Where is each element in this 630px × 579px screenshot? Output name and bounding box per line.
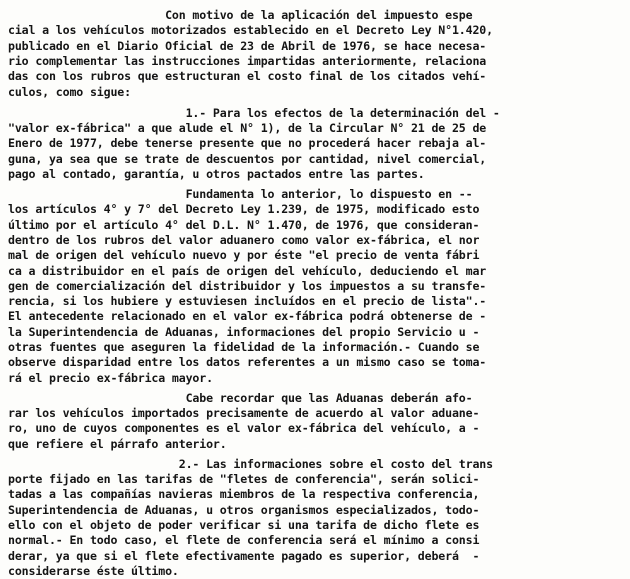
point-2-line-3: tadas a las compañías navieras miembros de la respectiva conferencia, [8, 487, 480, 502]
fundamenta-line-4: dentro de los rubros del valor aduanero como valor ex-fábrica, el nor [8, 232, 480, 247]
cabe-recordar-line-2: rar los vehículos importados precisamente de acuerdo al valor aduane- [8, 406, 480, 421]
cabe-recordar-line-3: ro, uno de cuyos componentes es el valor ex-fábrica del vehículo, a - [8, 421, 480, 436]
point-1-line-5: pago al contado, garantía, u otros pactados entre las partes. [8, 166, 425, 181]
point-2-line-5: ello con el objeto de poder verificar si una tarifa de dicho flete es [8, 518, 480, 533]
point-2-line-4: Superintendencia de Aduanas, u otros organismos especializados, todo- [8, 502, 480, 517]
point-1-line-1: 1.- Para los efectos de la determinación del - [8, 105, 500, 120]
point-1-line-2: "valor ex-fábrica" a que alude el N° 1), de la Circular N° 21 de 25 de [8, 120, 487, 135]
intro-line-6: culos, como sigue: [8, 84, 131, 99]
point-1-line-3: Enero de 1977, debe tenerse presente que no procederá hacer rebaja al- [8, 136, 487, 151]
point-2-line-8: considerarse éste último. [8, 564, 179, 578]
fundamenta-line-2: los artículos 4° y 7° del Decreto Ley 1.239, de 1975, modificado esto [8, 202, 480, 217]
cabe-recordar-line-1: Cabe recordar que las Aduanas deberán afo- [8, 390, 473, 405]
cabe-recordar-line-4: que refiere el párrafo anterior. [8, 436, 227, 451]
fundamenta-line-9: El antecedente relacionado en el valor ex-fábrica podrá obtenerse de - [8, 309, 487, 324]
fundamenta-line-8: rencia, si los hubiere y estuviesen incluídos en el precio de lista".- [8, 294, 487, 309]
point-2-line-7: derar, ya que si el flete efectivamente pagado es superior, deberá - [8, 548, 480, 563]
fundamenta-line-6: ca a distribuidor en el país de origen del vehículo, deduciendo el mar [8, 263, 487, 278]
fundamenta-line-7: gen de comercialización del distribuidor y los impuestos a su transfe- [8, 278, 487, 293]
point-2-line-2: porte fijado en las tarifas de "fletes de conferencia", serán solici- [8, 472, 480, 487]
fundamenta-line-1: Fundamenta lo anterior, lo dispuesto en -- [8, 187, 473, 201]
intro-line-4: rio complementar las instrucciones impartidas anteriormente, relaciona [8, 53, 487, 68]
fundamenta-line-13: rá el precio ex-fábrica mayor. [8, 370, 213, 385]
fundamenta-line-12: observe disparidad entre los datos referentes a un mismo caso se toma- [8, 355, 487, 370]
fundamenta-line-10: la Superintendencia de Aduanas, informaciones del propio Servicio u - [8, 324, 480, 339]
point-2-line-6: normal.- En todo caso, el flete de conferencia será el mínimo a consi [8, 533, 480, 548]
point-2-line-1: 2.- Las informaciones sobre el costo del trans [8, 456, 493, 471]
point-1-line-4: guna, ya sea que se trate de descuentos por cantidad, nivel comercial, [8, 151, 487, 166]
intro-line-2: cial a los vehículos motorizados establecido en el Decreto Ley N°1.420, [8, 23, 493, 38]
intro-line-5: das con los rubros que estructuran el costo final de los citados vehí- [8, 69, 487, 84]
fundamenta-line-11: otras fuentes que aseguren la fidelidad de la información.- Cuando se [8, 340, 480, 355]
fundamenta-line-3: último por el artículo 4° del D.L. N° 1.470, de 1976, que consideran- [8, 217, 480, 232]
intro-line-3: publicado en el Diario Oficial de 23 de Abril de 1976, se hace necesa- [8, 38, 487, 53]
intro-line-1: Con motivo de la aplicación del impuesto espe [8, 8, 473, 22]
fundamenta-line-5: mal de origen del vehículo nuevo y por éste "el precio de venta fábri [8, 248, 480, 263]
